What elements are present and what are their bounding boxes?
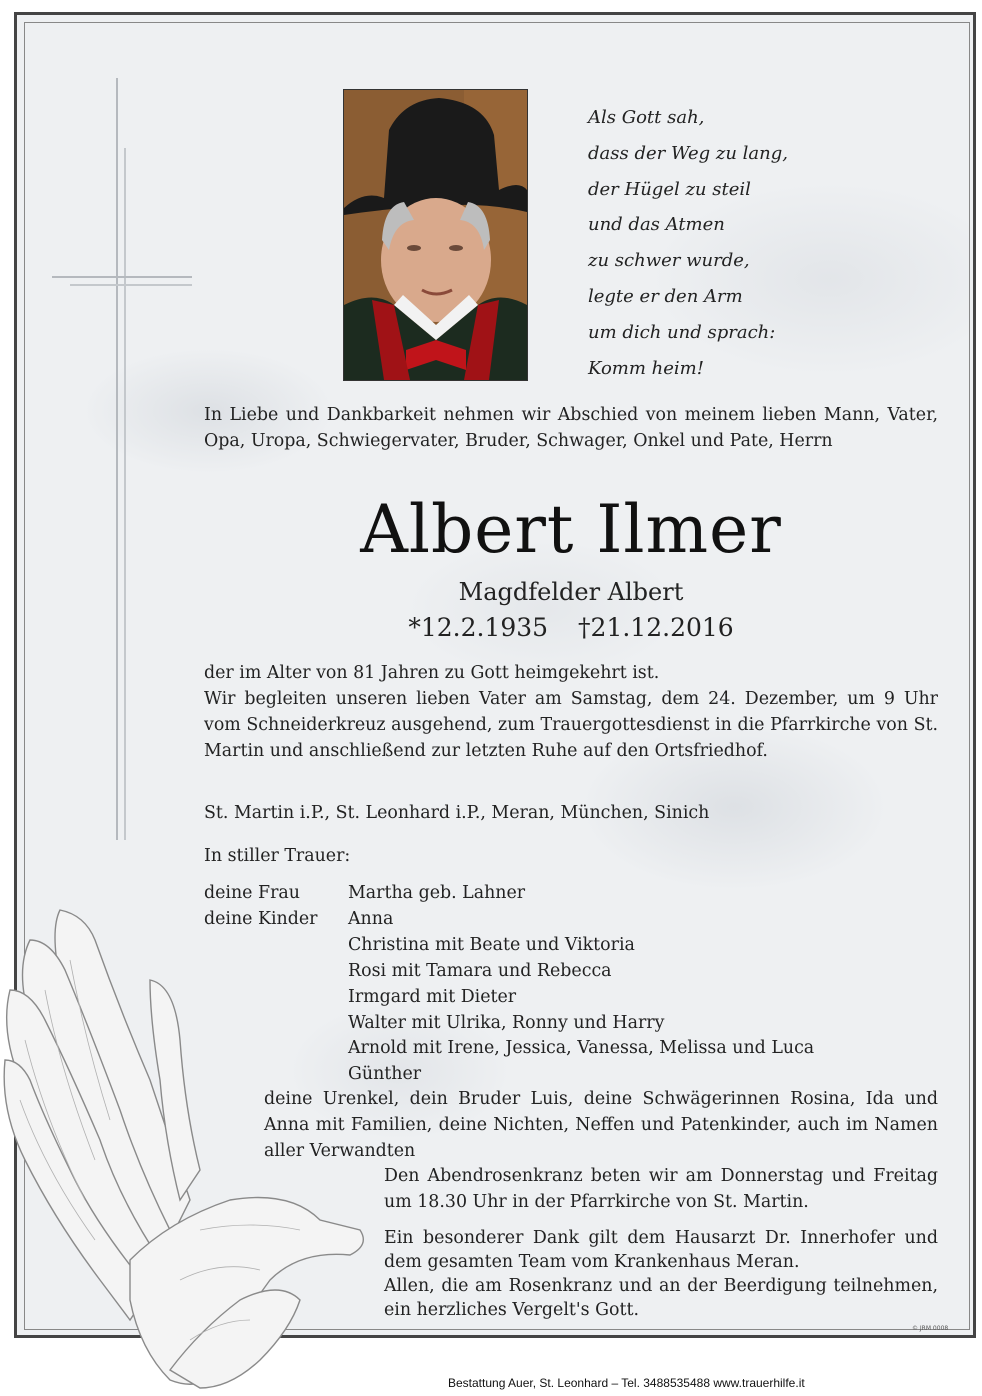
praying-hands-icon [0,900,380,1392]
child-name: Walter mit Ulrika, Ronny und Harry [348,1012,665,1033]
birth-date: *12.2.1935 [408,613,549,642]
portrait-photo [344,90,527,380]
portrait-illustration [344,90,527,380]
children-label: deine Kinder [204,908,318,929]
cross-vertical-shadow [124,148,126,840]
intro-text: In Liebe und Dankbarkeit nehmen wir Abschied von meinem lieben Mann, Vater, Opa, Uropa, Schwiegervater, Bruder, Schwager, Onkel und Pate, Herrn [204,405,938,451]
extended-family: deine Urenkel, dein Bruder Luis, deine Schwägerinnen Rosina, Ida und Anna mit Familien, deine Nichten, Neffen und Patenkinder, auch im Namen aller Verwandten [264,1089,938,1161]
child-name: Günther [348,1064,422,1085]
poem-line: und das Atmen [588,214,725,236]
poem-line: zu schwer wurde, [588,250,750,272]
poem-line: der Hügel zu steil [588,178,751,200]
deceased-nickname: Magdfelder Albert [458,578,684,606]
life-dates [204,611,938,645]
thanks-doctor: Ein besonderer Dank gilt dem Hausarzt Dr. Innerhofer und dem gesamten Team vom Krankenhaus Meran. [384,1228,938,1272]
wife-label: deine Frau [204,883,300,903]
cross-horizontal-line [52,276,192,278]
thanks-all: Allen, die am Rosenkranz und an der Beerdigung teilnehmen, ein herzliches Vergelt's Gott. [384,1276,938,1320]
poem-line: Komm heim! [588,357,704,379]
funeral-home-footer: Bestattung Auer, St. Leonhard – Tel. 3488535488 www.trauerhilfe.it [448,1376,805,1390]
death-date: †21.12.2016 [578,613,734,642]
child-name: Anna [348,908,394,929]
child-name: Arnold mit Irene, Jessica, Vanessa, Melissa und Luca [348,1038,815,1059]
child-name: Christina mit Beate und Viktoria [348,934,635,955]
funeral-notice [204,660,938,764]
praying-hands-illustration [0,900,380,1392]
poem [588,100,918,386]
cross-vertical-line [116,78,118,840]
copyright-mark: © JRM 0008 [912,1325,949,1332]
poem-line: um dich und sprach: [588,321,776,343]
thanks-notice [384,1226,938,1322]
deceased-name: Albert Ilmer [360,491,782,568]
child-name: Irmgard mit Dieter [348,986,517,1007]
mourning-title: In stiller Trauer: [204,846,351,866]
cross-horizontal-shadow [70,284,192,286]
poem-line: dass der Weg zu lang, [588,142,789,164]
places: St. Martin i.P., St. Leonhard i.P., Meran, München, Sinich [204,803,710,823]
poem-line: legte er den Arm [588,285,743,307]
wife-name: Martha geb. Lahner [348,883,526,903]
age-line: der im Alter von 81 Jahren zu Gott heimgekehrt ist. [204,663,660,683]
funeral-details: Wir begleiten unseren lieben Vater am Samstag, dem 24. Dezember, um 9 Uhr vom Schneiderkreuz ausgehend, zum Trauergottesdienst in die Pfarrkirche von St. Martin und anschließend zur letzten Ruhe auf den Ortsfriedhof. [204,689,938,761]
rosary-notice: Den Abendrosenkranz beten wir am Donnerstag und Freitag um 18.30 Uhr in der Pfarrkirche von St. Martin. [384,1166,938,1212]
poem-line: Als Gott sah, [588,107,705,128]
child-name: Rosi mit Tamara und Rebecca [348,960,612,981]
